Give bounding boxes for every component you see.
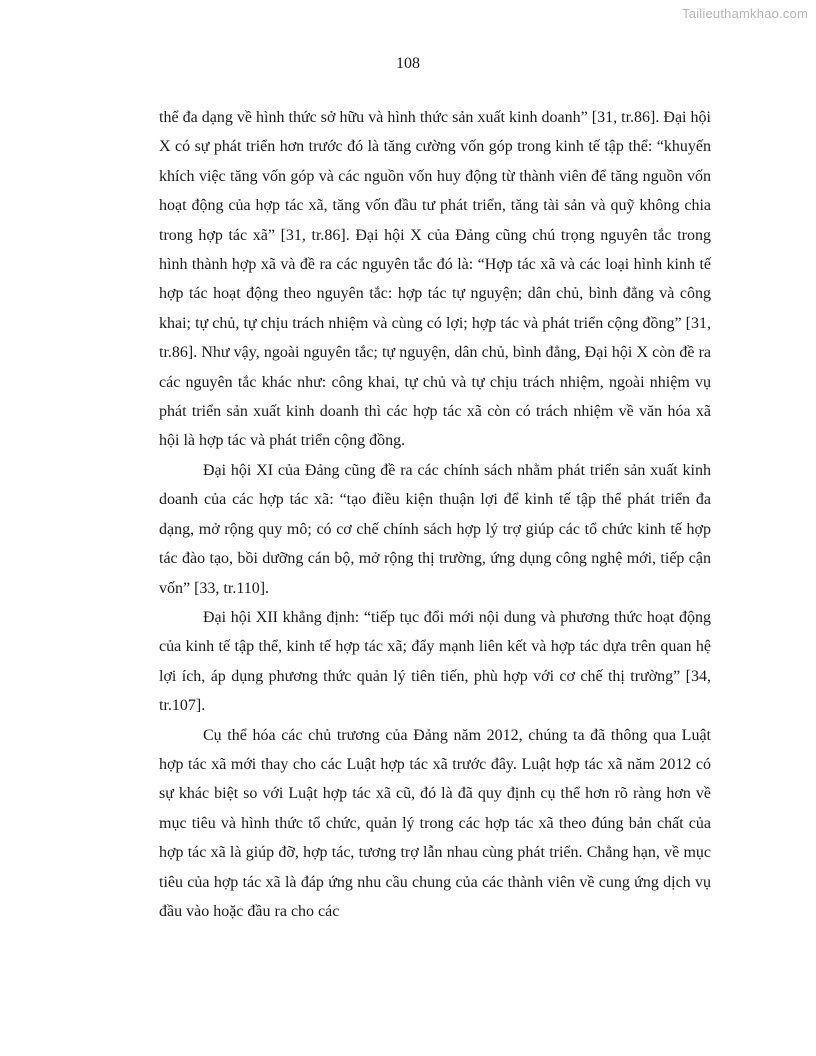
document-body (159, 103, 711, 926)
watermark: Tailieuthamkhao.com (682, 6, 808, 21)
page-number: 108 (396, 55, 420, 72)
paragraph-1: thể đa dạng về hình thức sở hữu và hình thức sản xuất kinh doanh” [31, tr.86]. Đại hội X có sự phát triển hơn trước đó là tăng cường vốn góp trong kinh tế tập thể: “khuyến khích việc tăng vốn góp và các nguồn vốn huy động từ thành viên để tăng nguồn vốn hoạt động của hợp tác xã, tăng vốn đầu tư phát triển, tăng tài sản và quỹ không chia trong hợp tác xã” [31, tr.86]. Đại hội X của Đảng cũng chú trọng nguyên tắc trong hình thành hợp xã và đề ra các nguyên tắc đó là: “Hợp tác xã và các loại hình kinh tế hợp tác hoạt động theo nguyên tắc: hợp tác tự nguyện; dân chủ, bình đẳng và công khai; tự chủ, tự chịu trách nhiệm và cùng có lợi; hợp tác và phát triển cộng đồng” [31, tr.86]. Như vậy, ngoài nguyên tắc; tự nguyện, dân chủ, bình đẳng, Đại hội X còn đề ra các nguyên tắc khác như: công khai, tự chủ và tự chịu trách nhiệm, ngoài nhiệm vụ phát triển sản xuất kinh doanh thì các hợp tác xã còn có trách nhiệm về văn hóa xã hội là hợp tác và phát triển cộng đồng. (159, 109, 711, 450)
paragraph-4: Cụ thể hóa các chủ trương của Đảng năm 2012, chúng ta đã thông qua Luật hợp tác xã mới thay cho các Luật hợp tác xã trước đây. Luật hợp tác xã năm 2012 có sự khác biệt so với Luật hợp tác xã cũ, đó là đã quy định cụ thể hơn rõ ràng hơn về mục tiêu và hình thức tổ chức, quản lý trong các hợp tác xã theo đúng bản chất của hợp tác xã là giúp đỡ, hợp tác, tương trợ lẫn nhau cùng phát triển. Chẳng hạn, về mục tiêu của hợp tác xã là đáp ứng nhu cầu chung của các thành viên về cung ứng dịch vụ đầu vào hoặc đầu ra cho các (159, 726, 711, 920)
paragraph-3: Đại hội XII khẳng định: “tiếp tục đổi mới nội dung và phương thức hoạt động của kinh tế tập thể, kinh tế hợp tác xã; đẩy mạnh liên kết và hợp tác dựa trên quan hệ lợi ích, áp dụng phương thức quản lý tiên tiến, phù hợp với cơ chế thị trường” [34, tr.107]. (159, 608, 711, 715)
paragraph-2: Đại hội XI của Đảng cũng đề ra các chính sách nhằm phát triển sản xuất kinh doanh của các hợp tác xã: “tạo điều kiện thuận lợi để kinh tế tập thể phát triển đa dạng, mở rộng quy mô; có cơ chế chính sách hợp lý trợ giúp các tổ chức kinh tế hợp tác đào tạo, bồi dưỡng cán bộ, mở rộng thị trường, ứng dụng công nghệ mới, tiếp cận vốn” [33, tr.110]. (159, 461, 711, 597)
